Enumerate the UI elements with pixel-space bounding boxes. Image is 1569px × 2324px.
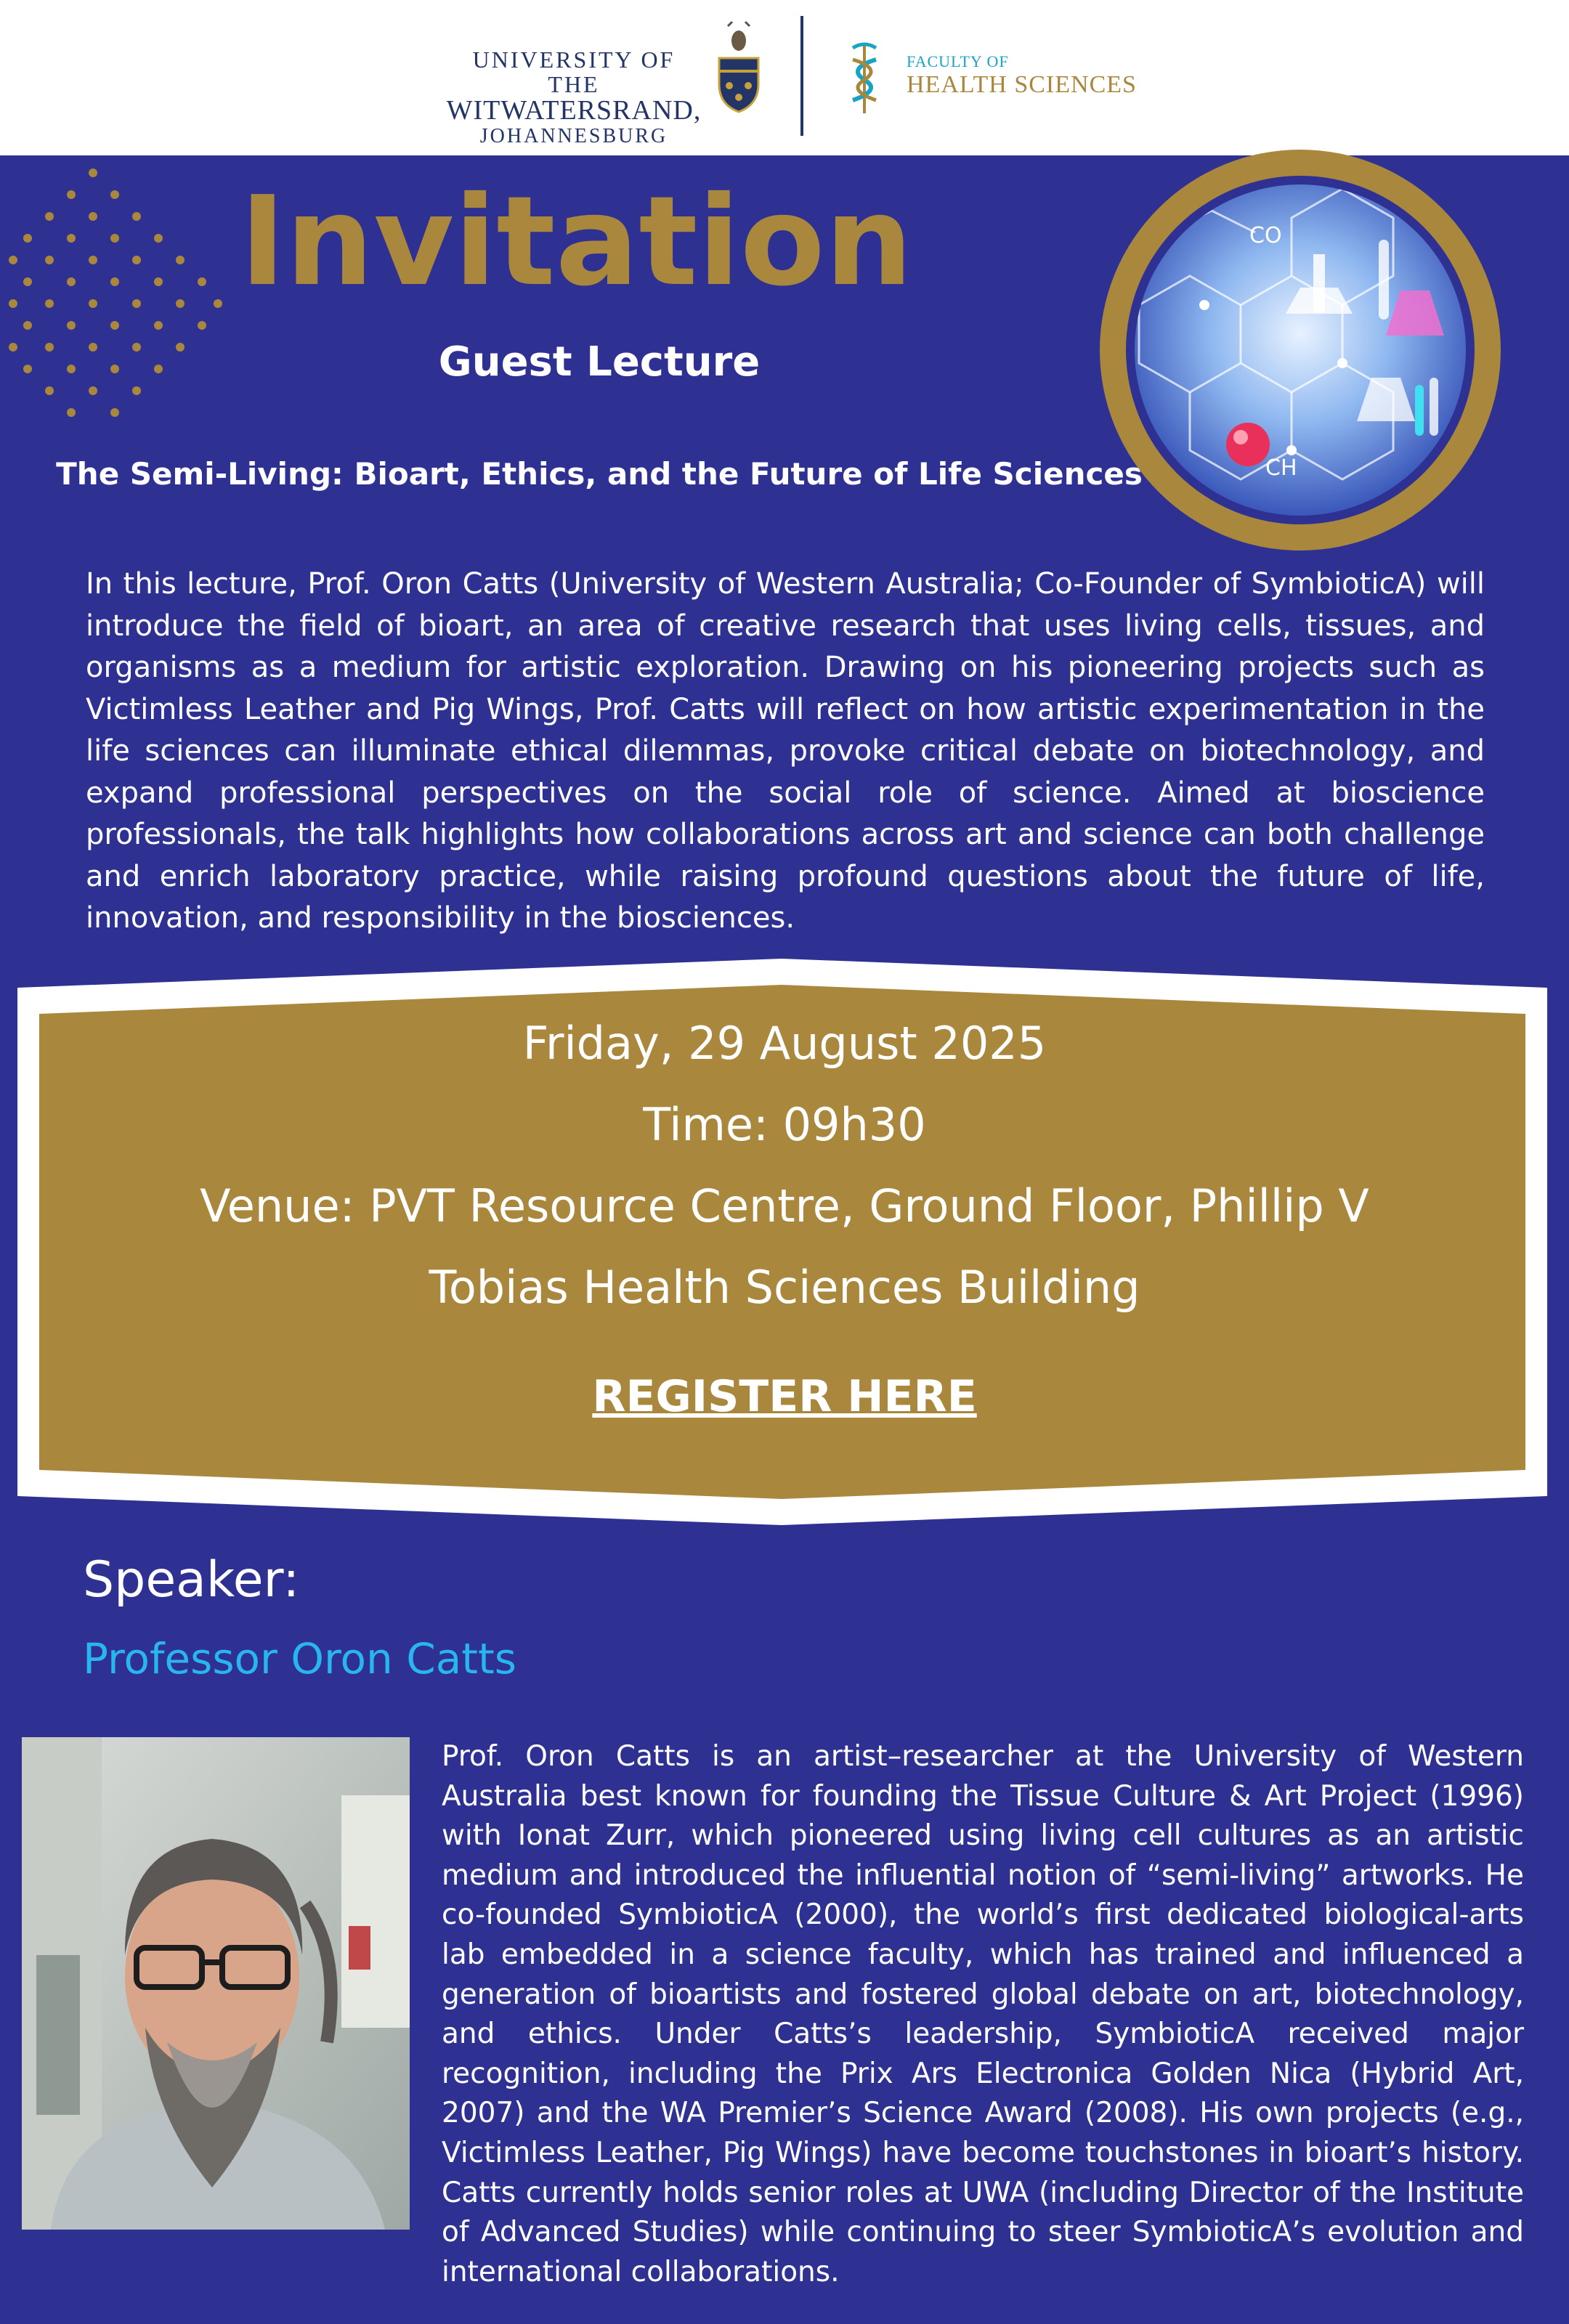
event-date: Friday, 29 August 2025: [522, 1017, 1047, 1070]
university-line-2: WITWATERSRAND,: [446, 95, 702, 126]
register-link[interactable]: REGISTER HERE: [592, 1371, 977, 1422]
decorative-dot-pattern: [7, 168, 225, 430]
speaker-photo: [22, 1737, 410, 2230]
university-wordmark: [443, 48, 705, 147]
event-venue-line-2: Tobias Health Sciences Building: [429, 1261, 1140, 1314]
university-crest-icon: [713, 20, 764, 115]
university-line-3: JOHANNESBURG: [479, 125, 668, 148]
university-line-1: UNIVERSITY OF THE: [472, 46, 676, 97]
science-lab-illustration: [1095, 145, 1505, 555]
lecture-title: The Semi-Living: Bioart, Ethics, and the Future of Life Sciences: [56, 456, 1143, 492]
health-sciences-caduceus-icon: [843, 38, 886, 118]
speaker-bio: Prof. Oron Catts is an artist–researcher at the University of Western Australia best known for founding the Tissue Culture & Art Project (1996) with Ionat Zurr, which pioneered using living cell cultures as an artistic medium and introduced the influential notion of “semi-living” artworks. He co-founded SymbioticA (2000), the world’s first dedicated biological-arts lab embedded in a science faculty, which has trained and influenced a generation of bioartists and fostered global debate on art, biotechnology, and ethics. Under Catts’s leadership, SymbioticA received major recognition, including the Prix Ars Electronica Golden Nica (Hybrid Art, 2007) and the WA Premier’s Science Award (2008). His own projects (e.g., Victimless Leather, Pig Wings) have become touchstones in bioart’s history. Catts currently holds senior roles at UWA (including Director of the Institute of Advanced Studies) while continuing to steer SymbioticA’s evolution and international collaborations.: [442, 1740, 1524, 2288]
header-divider: [800, 16, 803, 136]
event-time: Time: 09h30: [643, 1098, 926, 1151]
lecture-description: In this lecture, Prof. Oron Catts (University of Western Australia; Co-Founder of SymbioticA) will introduce the field of bioart, an area of creative research that uses living cells, tissues, and organisms as a medium for artistic exploration. Drawing on his pioneering projects such as Victimless Leather and Pig Wings, Prof. Catts will reflect on how artistic experimentation in the life sciences can illuminate ethical dilemmas, provoke critical debate on biotechnology, and expand professional perspectives on the social role of science. Aimed at bioscience professionals, the talk highlights how collaborations across art and science can both challenge and enrich laboratory practice, while raising profound questions about the future of life, innovation, and responsibility in the biosciences.: [86, 567, 1485, 935]
event-venue-line-1: Venue: PVT Resource Centre, Ground Floor, Phillip V: [200, 1179, 1369, 1232]
page-subtitle: Guest Lecture: [438, 338, 761, 386]
page-title: Invitation: [240, 170, 913, 314]
speaker-heading: Speaker:: [83, 1551, 300, 1609]
faculty-line-2: HEALTH SCIENCES: [907, 71, 1137, 98]
faculty-wordmark: [907, 52, 1137, 99]
chem-label-ch: CH: [1265, 455, 1297, 481]
speaker-name: Professor Oron Catts: [83, 1634, 516, 1683]
chem-label-co: CO: [1249, 223, 1282, 248]
header-bar: [0, 0, 1569, 155]
faculty-line-1: FACULTY OF: [907, 52, 1009, 70]
